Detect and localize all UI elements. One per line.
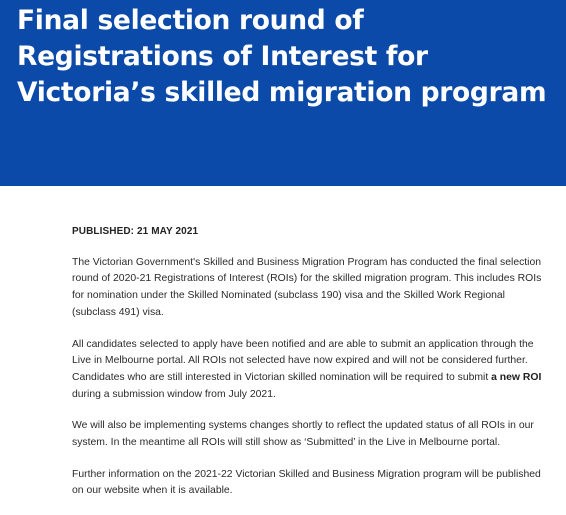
page-title: Final selection round of Registrations of Interest for Victoria’s skilled migration program <box>17 5 547 108</box>
paragraph-further-information: Further information on the 2021-22 Victorian Skilled and Business Migration program will be published on our website when it is available. <box>72 468 541 497</box>
paragraph-text-before: All candidates selected to apply have been notified and are able to submit an application through the Live in Melbourne portal. All ROIs not selected have now expired and will not be considered further. Candidates who are still interested in Victorian skilled nomination will be required to submit <box>72 338 534 383</box>
paragraph-text-after: during a submission window from July 2021. <box>72 388 276 400</box>
hero-banner <box>0 0 566 186</box>
paragraph-final-selection: The Victorian Government's Skilled and Business Migration Program has conducted the final selection round of 2020-21 Registrations of Interest (ROIs) for the skilled migration program. This includes ROIs for nomination under the Skilled Nominated (subclass 190) visa and the Skilled Work Regional (subclass 491) visa. <box>72 256 542 318</box>
paragraph-system-changes: We will also be implementing systems changes shortly to reflect the updated status of all ROIs in our system. In the meantime all ROIs will still show as ‘Submitted’ in the Live in Melbourne portal. <box>72 420 534 449</box>
published-date: PUBLISHED: 21 MAY 2021 <box>72 226 199 237</box>
article-body <box>72 224 542 515</box>
new-roi-emphasis: a new ROI <box>491 371 542 383</box>
paragraph-candidates-notified <box>72 337 542 404</box>
